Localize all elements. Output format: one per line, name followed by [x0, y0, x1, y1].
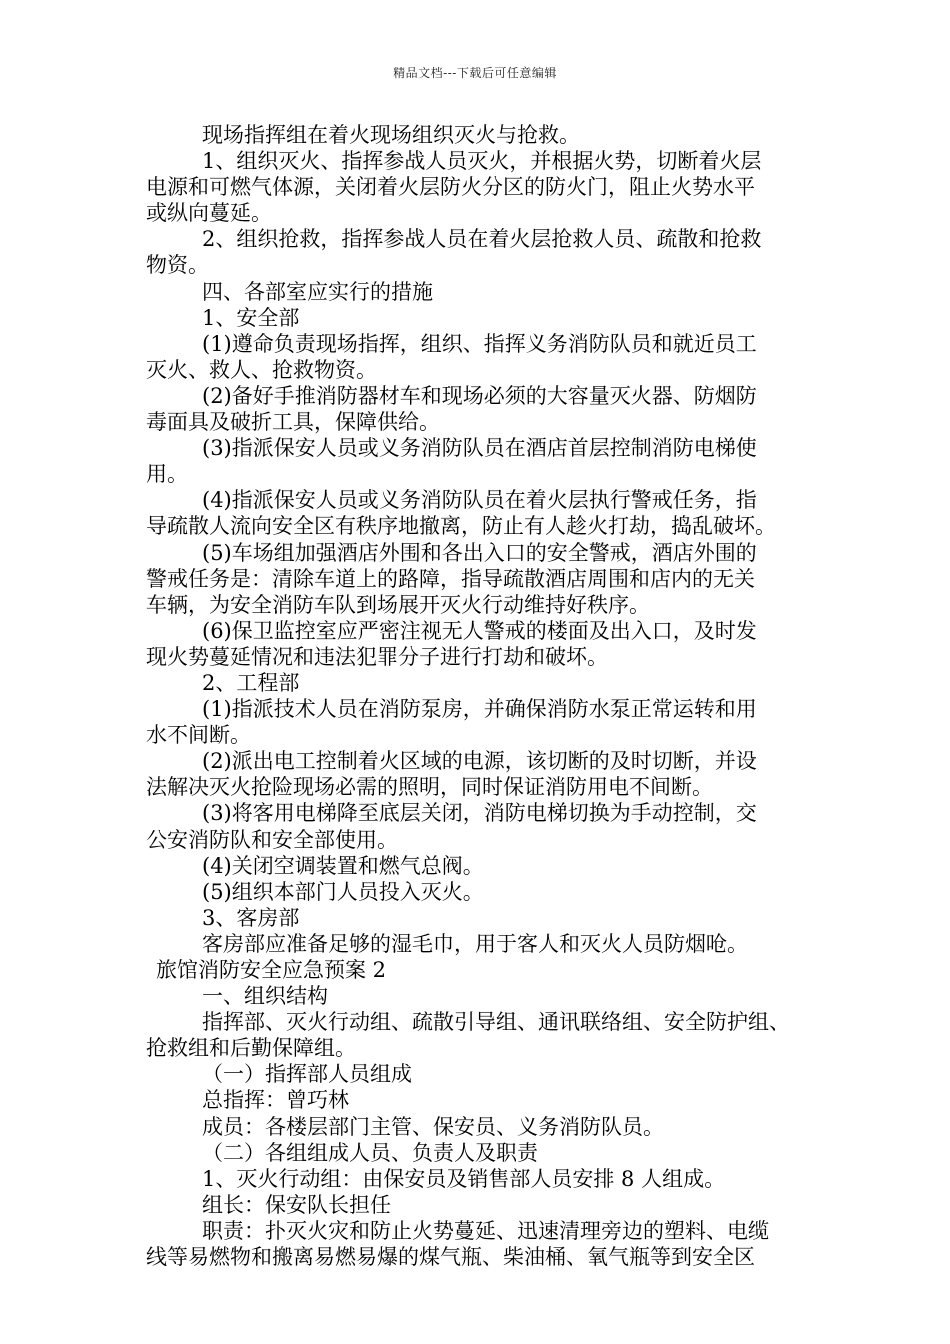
- text-line: (3)指派保安人员或义务消防队员在酒店首层控制消防电梯使: [202, 436, 757, 461]
- text-line: (2)备好手推消防器材车和现场必须的大容量灭火器、防烟防: [202, 383, 757, 408]
- text-line: 总指挥：曾巧林: [202, 1088, 349, 1113]
- text-line: (4)关闭空调装置和燃气总阀。: [202, 853, 484, 878]
- text-line: 指挥部、灭火行动组、疏散引导组、通讯联络组、安全防护组、: [202, 1010, 790, 1035]
- text-line: 1、灭火行动组：由保安员及销售部人员安排 8 人组成。: [202, 1166, 726, 1191]
- text-line: 2、工程部: [202, 670, 300, 695]
- text-line: (4)指派保安人员或义务消防队员在着火层执行警戒任务，指: [202, 488, 757, 513]
- text-line: 四、各部室应实行的措施: [202, 279, 433, 304]
- text-line: 灭火、救人、抢救物资。: [146, 357, 377, 382]
- text-line: (5)车场组加强酒店外围和各出入口的安全警戒，酒店外围的: [202, 540, 757, 565]
- text-line: 现场指挥组在着火现场组织灭火与抢救。: [202, 123, 580, 147]
- text-line: 警戒任务是：清除车道上的路障，指导疏散酒店周围和店内的无关: [146, 566, 755, 591]
- text-line: 客房部应准备足够的湿毛巾，用于客人和灭火人员防烟呛。: [202, 931, 748, 956]
- text-line: (1)遵命负责现场指挥，组织、指挥义务消防队员和就近员工: [202, 331, 757, 356]
- text-line: 水不间断。: [146, 723, 251, 748]
- text-line: (5)组织本部门人员投入灭火。: [202, 879, 484, 904]
- text-line: (3)将客用电梯降至底层关闭，消防电梯切换为手动控制，交: [202, 801, 757, 826]
- text-line: 抢救组和后勤保障组。: [146, 1036, 356, 1061]
- text-line: 电源和可燃气体源，关闭着火层防火分区的防火门，阻止火势水平: [146, 175, 755, 200]
- text-line: 2、组织抢救，指挥参战人员在着火层抢救人员、疏散和抢救: [202, 227, 762, 252]
- text-line: (2)派出电工控制着火区域的电源，该切断的及时切断，并设: [202, 749, 757, 774]
- document-body: [146, 122, 826, 1270]
- text-line: 或纵向蔓延。: [146, 201, 272, 226]
- text-line: 1、组织灭火、指挥参战人员灭火，并根据火势，切断着火层: [202, 149, 762, 174]
- text-line: 职责：扑灭火灾和防止火势蔓延、迅速清理旁边的塑料、电缆: [202, 1218, 769, 1243]
- text-line: 3、客房部: [202, 905, 300, 930]
- text-line: 线等易燃物和搬离易燃易爆的煤气瓶、柴油桶、氧气瓶等到安全区: [146, 1245, 755, 1270]
- text-line: 用。: [146, 462, 188, 487]
- text-line: 组长：保安队长担任: [202, 1192, 391, 1217]
- page-header: 精品文档---下载后可任意编辑: [393, 66, 557, 80]
- text-line: (6)保卫监控室应严密注视无人警戒的楼面及出入口，及时发: [202, 618, 757, 643]
- text-line: 物资。: [146, 253, 209, 278]
- text-line: 车辆，为安全消防车队到场展开灭火行动维持好秩序。: [146, 592, 650, 617]
- text-line: （一）指挥部人员组成: [202, 1062, 412, 1087]
- text-line: 一、组织结构: [202, 984, 328, 1009]
- text-line: 1、安全部: [202, 305, 300, 330]
- text-line: 公安消防队和安全部使用。: [146, 827, 398, 852]
- text-line: 旅馆消防安全应急预案 2: [156, 958, 387, 982]
- text-line: （二）各组组成人员、负责人及职责: [202, 1140, 538, 1165]
- text-line: 法解决灭火抢险现场必需的照明，同时保证消防用电不间断。: [146, 775, 713, 800]
- text-line: (1)指派技术人员在消防泵房，并确保消防水泵正常运转和用: [202, 697, 757, 722]
- text-line: 成员：各楼层部门主管、保安员、义务消防队员。: [202, 1114, 664, 1139]
- text-line: 导疏散人流向安全区有秩序地撤离，防止有人趁火打劫，捣乱破坏。: [146, 514, 776, 539]
- text-line: 毒面具及破折工具，保障供给。: [146, 410, 440, 435]
- text-line: 现火势蔓延情况和违法犯罪分子进行打劫和破坏。: [146, 644, 608, 669]
